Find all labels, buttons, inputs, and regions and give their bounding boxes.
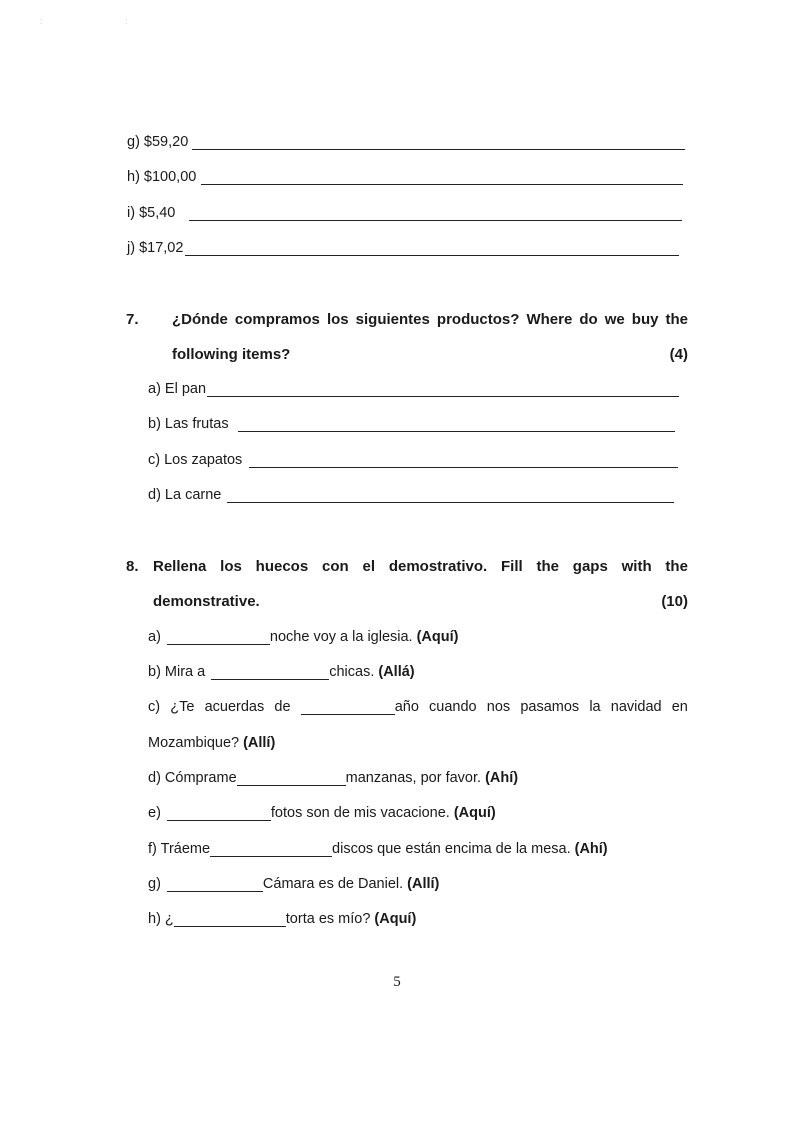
heading-word: the (536, 558, 559, 575)
item-word: año (394, 699, 419, 715)
item-word: cuando (429, 699, 477, 715)
heading-word: el (362, 558, 375, 575)
item-hint: (Ahí) (574, 841, 608, 857)
answer-blank[interactable] (174, 912, 286, 927)
price-item-i (127, 205, 682, 221)
answer-blank[interactable] (210, 842, 332, 857)
question-7-line1: ¿Dónde compramos los siguientes productos? Where do we buy the (172, 311, 688, 328)
item-label: d) La carne (148, 487, 222, 503)
item-word: de (274, 699, 291, 715)
answer-blank[interactable] (249, 453, 678, 468)
answer-blank[interactable] (192, 135, 685, 150)
q8-item-b (148, 664, 415, 680)
answer-blank[interactable] (237, 771, 346, 786)
question-number: 7. (126, 311, 139, 328)
heading-word: gaps (572, 558, 608, 575)
item-prefix: d) Cómprame (148, 770, 237, 786)
question-7-marks: (4) (669, 346, 688, 363)
heading-word: demostrativo. (388, 558, 488, 575)
q8-item-d (148, 770, 518, 786)
answer-blank[interactable] (301, 700, 395, 715)
answer-blank[interactable] (189, 206, 682, 221)
q8-item-h (148, 911, 416, 927)
heading-word: the (665, 558, 688, 575)
price-label: g) $59,20 (127, 134, 189, 150)
price-item-h (127, 169, 683, 185)
answer-blank[interactable] (167, 806, 271, 821)
item-hint: (Aquí) (453, 805, 496, 821)
item-word: en (671, 699, 688, 715)
item-hint: (Ahí) (485, 770, 519, 786)
item-word: navidad (610, 699, 662, 715)
item-word: la (589, 699, 601, 715)
item-word: nos (486, 699, 511, 715)
item-text: fotos son de mis vacacione. (270, 805, 450, 821)
heading-word: with (621, 558, 652, 575)
q8-item-c-cont (148, 735, 275, 751)
item-prefix: b) Mira a (148, 664, 206, 680)
answer-blank[interactable] (227, 488, 674, 503)
q8-item-e (148, 805, 496, 821)
q8-item-f (148, 841, 608, 857)
question-8-line2: demonstrative. (153, 593, 260, 610)
item-hint: (Allí) (407, 876, 440, 892)
heading-word: Fill (500, 558, 523, 575)
item-text: manzanas, por favor. (345, 770, 482, 786)
heading-word: Rellena (153, 558, 207, 575)
item-hint: (Allí) (243, 735, 276, 751)
q7-item-a (148, 381, 679, 397)
item-hint: (Aquí) (374, 911, 417, 927)
price-label: j) $17,02 (127, 240, 184, 256)
item-text: torta es mío? (285, 911, 371, 927)
item-text: Mozambique? (148, 735, 240, 751)
price-item-g (127, 134, 685, 150)
question-number: 8. (126, 558, 139, 575)
answer-blank[interactable] (201, 170, 683, 185)
q7-item-c (148, 452, 678, 468)
item-word: ¿Te (170, 699, 195, 715)
item-hint: (Aquí) (416, 629, 459, 645)
answer-blank[interactable] (207, 382, 679, 397)
item-prefix: e) (148, 805, 161, 821)
item-text: discos que están encima de la mesa. (332, 841, 571, 857)
q8-item-g (148, 876, 439, 892)
item-label: c) Los zapatos (148, 452, 243, 468)
item-word: c) (148, 699, 161, 715)
q8-item-a (148, 629, 458, 645)
answer-blank[interactable] (185, 241, 679, 256)
item-hint: (Allá) (378, 664, 415, 680)
price-label: i) $5,40 (127, 205, 176, 221)
answer-blank[interactable] (211, 665, 329, 680)
item-prefix: g) (148, 876, 161, 892)
q8-item-c (148, 699, 688, 715)
question-7-line2: following items? (172, 346, 291, 363)
item-prefix: f) Tráeme (148, 841, 211, 857)
answer-blank[interactable] (167, 630, 270, 645)
heading-word: los (220, 558, 242, 575)
item-text: noche voy a la iglesia. (269, 629, 413, 645)
item-text: Cámara es de Daniel. (262, 876, 404, 892)
blank-group (301, 699, 419, 715)
q7-item-b (148, 416, 675, 432)
question-8-marks: (10) (661, 593, 688, 610)
price-label: h) $100,00 (127, 169, 197, 185)
item-word: acuerdas (204, 699, 265, 715)
item-word: pasamos (520, 699, 580, 715)
item-label: b) Las frutas (148, 416, 229, 432)
scan-marks: : : (40, 16, 168, 26)
item-text: chicas. (329, 664, 375, 680)
heading-word: con (322, 558, 349, 575)
item-label: a) El pan (148, 381, 207, 397)
q7-item-d (148, 487, 674, 503)
question-8-line1 (153, 558, 688, 575)
page-number: 5 (393, 974, 401, 990)
heading-word: huecos (255, 558, 309, 575)
answer-blank[interactable] (238, 417, 675, 432)
item-prefix: h) ¿ (148, 911, 174, 927)
item-prefix: a) (148, 629, 161, 645)
price-item-j (127, 240, 679, 256)
answer-blank[interactable] (167, 877, 263, 892)
